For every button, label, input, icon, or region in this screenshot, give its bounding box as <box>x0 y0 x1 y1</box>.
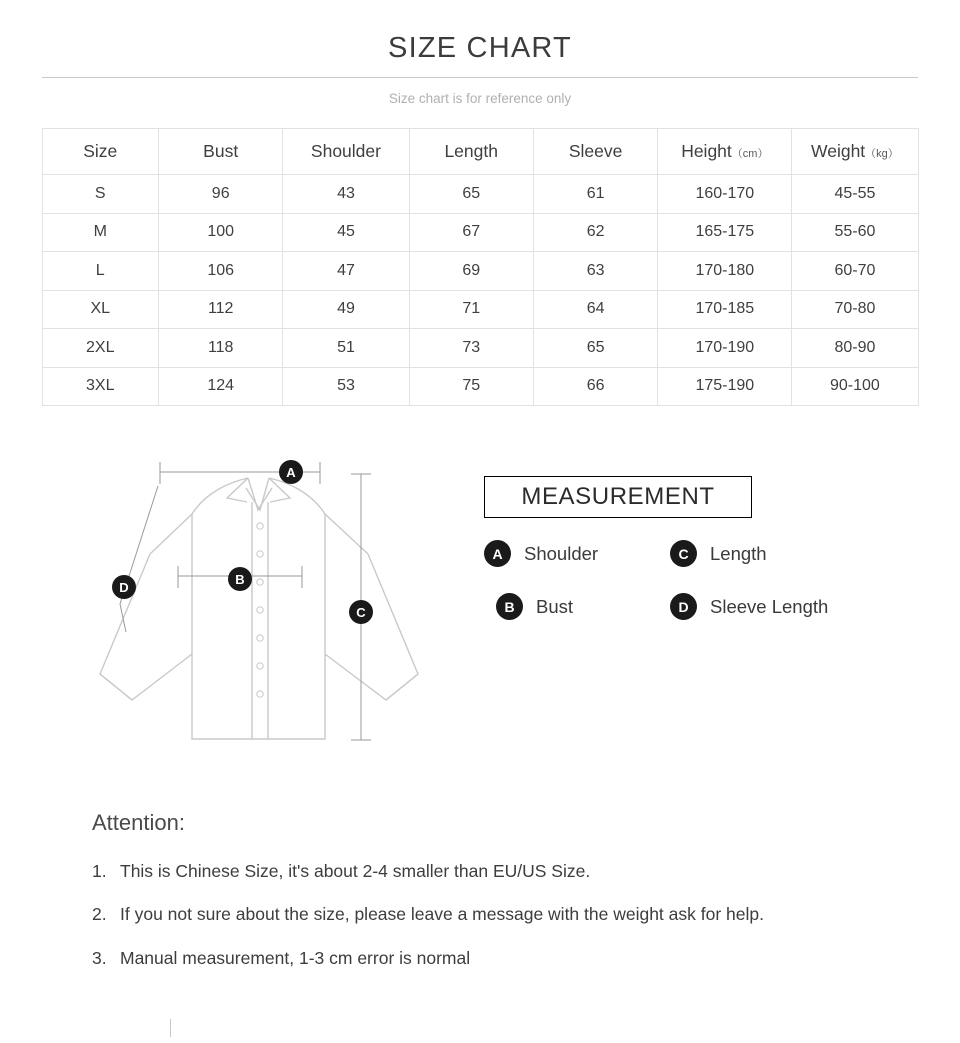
cell-bust: 96 <box>159 175 283 214</box>
list-item <box>92 945 862 971</box>
cell-height: 160-170 <box>658 175 792 214</box>
cell-size: 2XL <box>42 329 159 368</box>
cell-sleeve: 63 <box>533 252 657 291</box>
table-header-row <box>42 129 918 175</box>
column-header-weight-unit: （kg） <box>865 148 899 160</box>
diagram-and-legend-section <box>0 454 960 784</box>
shirt-diagram-svg <box>80 454 480 774</box>
svg-text:B: B <box>235 572 245 587</box>
cell-sleeve: 62 <box>533 213 657 252</box>
header-subtitle: Size chart is for reference only <box>388 91 572 106</box>
badge-a-icon: A <box>484 540 511 567</box>
table-row <box>42 213 918 252</box>
cell-bust: 106 <box>159 252 283 291</box>
attention-item-number: 2. <box>92 904 107 925</box>
cell-size: S <box>42 175 159 214</box>
column-header-size-label: Size <box>83 141 118 161</box>
attention-item-number: 1. <box>92 861 107 881</box>
column-header-shoulder <box>283 129 409 175</box>
size-chart-table-wrapper <box>42 128 919 406</box>
attention-item-text: If you not sure about the size, please leave a message with the weight ask for help. <box>120 904 764 925</box>
cell-length: 75 <box>409 367 533 406</box>
cell-bust: 124 <box>159 367 283 406</box>
column-header-weight-label: Weight <box>811 141 866 161</box>
legend-label-shoulder: Shoulder <box>524 542 599 564</box>
cell-weight: 90-100 <box>792 367 918 406</box>
badge-d-icon: D <box>670 593 697 620</box>
svg-text:A: A <box>286 465 296 480</box>
cell-height: 170-180 <box>658 252 792 291</box>
column-header-bust-label: Bust <box>203 141 239 161</box>
cell-shoulder: 47 <box>283 252 409 291</box>
column-header-height <box>658 129 792 175</box>
badge-c-icon: C <box>670 540 697 567</box>
page-title: SIZE CHART <box>388 32 572 64</box>
legend-row <box>484 540 904 567</box>
cell-shoulder: 45 <box>283 213 409 252</box>
table-row <box>42 367 918 406</box>
cell-sleeve: 64 <box>533 290 657 329</box>
cell-sleeve: 65 <box>533 329 657 368</box>
legend-item-length <box>670 540 767 567</box>
cell-shoulder: 53 <box>283 367 409 406</box>
cell-length: 69 <box>409 252 533 291</box>
cell-shoulder: 51 <box>283 329 409 368</box>
list-item <box>92 901 862 927</box>
cell-height: 170-185 <box>658 290 792 329</box>
cell-bust: 112 <box>159 290 283 329</box>
attention-list <box>92 858 960 971</box>
cell-size: L <box>42 252 159 291</box>
legend-item-sleeve-length <box>670 593 828 620</box>
column-header-length <box>409 129 533 175</box>
legend-label-length: Length <box>710 542 767 564</box>
cell-size: XL <box>42 290 159 329</box>
legend-item-shoulder <box>484 540 670 567</box>
cell-bust: 100 <box>159 213 283 252</box>
table-row <box>42 329 918 368</box>
attention-title: Attention: <box>92 810 185 835</box>
column-header-length-label: Length <box>444 141 498 161</box>
header-divider <box>42 77 918 78</box>
cell-length: 67 <box>409 213 533 252</box>
cell-bust: 118 <box>159 329 283 368</box>
cell-weight: 60-70 <box>792 252 918 291</box>
attention-item-number: 3. <box>92 947 107 968</box>
svg-text:D: D <box>119 580 129 595</box>
cell-size: M <box>42 213 159 252</box>
badge-b-icon: B <box>496 593 523 620</box>
svg-text:C: C <box>356 605 366 620</box>
legend-label-bust: Bust <box>536 595 574 617</box>
measurement-title: MEASUREMENT <box>521 483 715 510</box>
cell-sleeve: 66 <box>533 367 657 406</box>
column-header-height-label: Height <box>681 141 732 161</box>
table-row <box>42 252 918 291</box>
cell-sleeve: 61 <box>533 175 657 214</box>
column-header-height-unit: （cm） <box>731 148 769 160</box>
cell-weight: 80-90 <box>792 329 918 368</box>
measurement-legend <box>484 540 904 646</box>
shirt-diagram <box>80 454 480 774</box>
cell-height: 175-190 <box>658 367 792 406</box>
attention-item-text: Manual measurement, 1-3 cm error is normal <box>120 947 471 968</box>
attention-section <box>0 810 960 971</box>
column-header-shoulder-label: Shoulder <box>310 141 381 161</box>
attention-item-text: This is Chinese Size, it's about 2-4 smaller than EU/US Size. <box>120 861 591 881</box>
cell-size: 3XL <box>42 367 159 406</box>
table-row <box>42 175 918 214</box>
column-header-weight <box>792 129 918 175</box>
cell-length: 65 <box>409 175 533 214</box>
column-header-sleeve-label: Sleeve <box>568 141 623 161</box>
list-item <box>92 858 862 884</box>
legend-item-bust <box>484 593 670 620</box>
page-header <box>0 0 960 106</box>
cell-shoulder: 43 <box>283 175 409 214</box>
cell-length: 73 <box>409 329 533 368</box>
measurement-title-box <box>484 476 752 518</box>
legend-label-sleeve-length: Sleeve Length <box>710 595 829 617</box>
column-header-bust <box>159 129 283 175</box>
table-row <box>42 290 918 329</box>
legend-row <box>484 593 904 620</box>
bottom-tick-mark <box>170 1019 171 1037</box>
cell-height: 165-175 <box>658 213 792 252</box>
cell-shoulder: 49 <box>283 290 409 329</box>
cell-weight: 45-55 <box>792 175 918 214</box>
column-header-size <box>42 129 159 175</box>
cell-height: 170-190 <box>658 329 792 368</box>
size-chart-table <box>42 128 919 406</box>
cell-weight: 70-80 <box>792 290 918 329</box>
cell-length: 71 <box>409 290 533 329</box>
cell-weight: 55-60 <box>792 213 918 252</box>
column-header-sleeve <box>533 129 657 175</box>
